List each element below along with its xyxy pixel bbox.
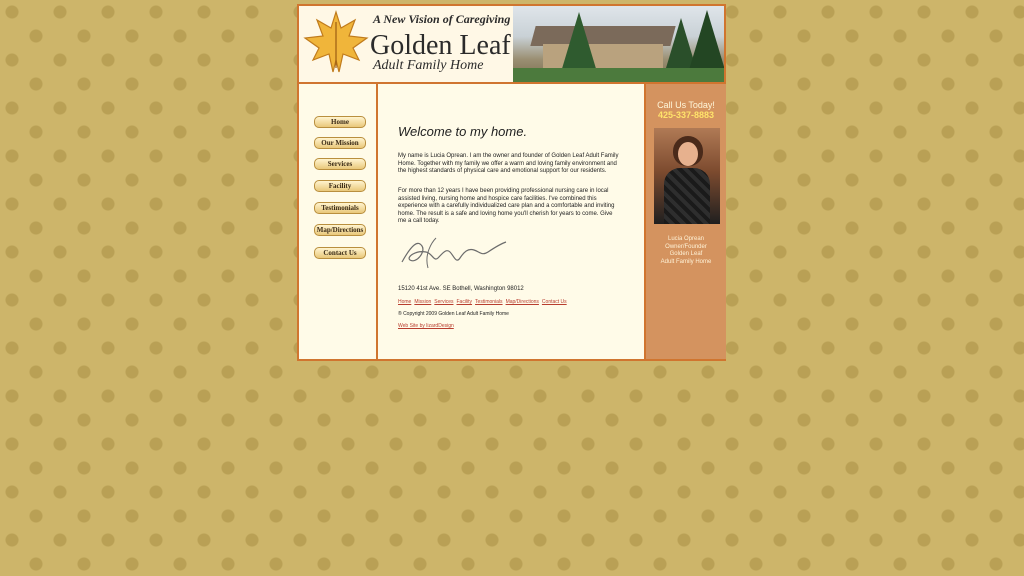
signature [398, 234, 508, 274]
welcome-heading: Welcome to my home. [398, 124, 528, 139]
nav-services-button[interactable]: Services [314, 158, 366, 170]
footer-link-testimonials[interactable]: Testimonials [475, 299, 503, 305]
owner-portrait [654, 128, 720, 224]
brand-name: Golden Leaf [370, 30, 511, 61]
portrait-shirt [664, 168, 710, 224]
brand-subtitle: Adult Family Home [373, 58, 484, 73]
phone-number[interactable]: 425-337-8883 [657, 110, 715, 120]
footer-link-map-directions[interactable]: Map/Directions [505, 299, 539, 305]
address: 15120 41st Ave. SE Bothell, Washington 98012 [398, 286, 524, 292]
tree [689, 10, 724, 70]
right-column [644, 84, 726, 359]
web-credit-link[interactable]: Web Site by lizardDesign [398, 323, 454, 329]
main-content [378, 84, 644, 359]
lawn [513, 68, 724, 82]
portrait-face [678, 142, 698, 166]
footer-link-contact-us[interactable]: Contact Us [541, 299, 567, 305]
footer-link-services[interactable]: Services [434, 299, 454, 305]
owner-name: Lucia Oprean [667, 236, 705, 242]
copyright: ® Copyright 2009 Golden Leaf Adult Family Home [398, 311, 509, 317]
call-us-label: Call Us Today! [657, 100, 715, 110]
owner-title: Owner/Founder [665, 243, 707, 250]
intro-paragraph: My name is Lucia Oprean. I am the owner and founder of Golden Leaf Adult Family Home. Together with my family we offer a warm and loving family environment and the highest standards of physical care and emotional support for our residents. [398, 153, 619, 174]
footer-link-facility[interactable]: Facility [456, 299, 473, 305]
sidebar-nav [299, 84, 378, 359]
nav-testimonials-button[interactable]: Testimonials [314, 202, 366, 214]
nav-our-mission-button[interactable]: Our Mission [314, 137, 366, 149]
nav-home-button[interactable]: Home [314, 116, 366, 128]
nav-facility-button[interactable]: Facility [314, 180, 366, 192]
footer-link-mission[interactable]: Mission [414, 299, 432, 305]
tagline: A New Vision of Caregiving [373, 12, 511, 26]
owner-info [646, 236, 726, 266]
house-roof [530, 26, 675, 46]
org-name-line2: Adult Family Home [660, 258, 712, 265]
tree [561, 12, 597, 72]
nav-map-directions-button[interactable]: Map/Directions [314, 224, 366, 236]
footer-link-home[interactable]: Home [398, 299, 412, 305]
footer-links [398, 299, 567, 305]
org-name-line1: Golden Leaf [669, 251, 703, 257]
nav-contact-us-button[interactable]: Contact Us [314, 247, 366, 259]
site-header [299, 6, 724, 84]
experience-paragraph: For more than 12 years I have been providing professional nursing care in local assisted living, nursing home and hospice care facilities. I've combined this experience with a carefully individualized care plan and a comfortable and inviting home. The result is a safe and loving home you'll cherish for years to come. Give me a call today. [398, 188, 615, 224]
house-photo [513, 6, 724, 82]
page-container [297, 4, 726, 361]
maple-leaf-logo [303, 10, 369, 76]
